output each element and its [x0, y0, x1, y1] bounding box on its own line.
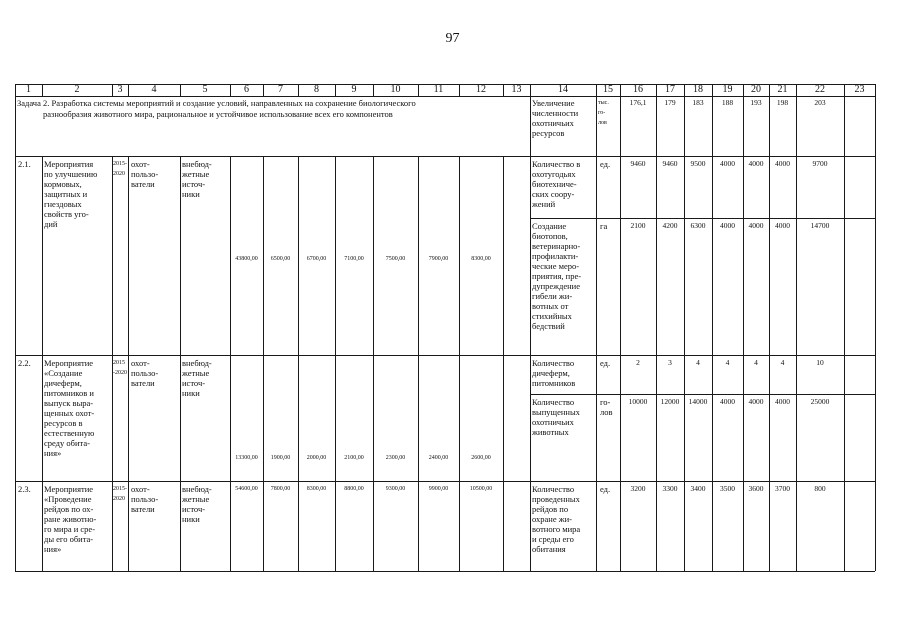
indicator-name: охране жи- [532, 514, 573, 524]
column-line [459, 156, 460, 571]
indicator-value: 3300 [662, 484, 678, 493]
column-header-1: 1 [26, 84, 31, 95]
measure-name: ния» [44, 544, 62, 554]
column-header-2: 2 [74, 84, 80, 95]
finance-value: 7500,00 [385, 256, 406, 262]
funding-source: жетные [182, 169, 210, 179]
column-line [743, 84, 744, 571]
measure-name: дий [44, 219, 58, 229]
indicator-name: охотугодьях [532, 169, 576, 179]
funding-source: жетные [182, 368, 210, 378]
finance-value: 2000,00 [306, 455, 327, 461]
finance-value: 2600,00 [471, 455, 491, 461]
column-header-22: 22 [815, 84, 825, 95]
column-line [42, 156, 43, 571]
indicator-value: 10000 [628, 397, 648, 406]
executor: ватели [131, 378, 155, 388]
indicator-name: Количество [532, 397, 575, 407]
indicator-name: питомников [532, 378, 576, 388]
column-line [844, 84, 845, 571]
column-line [596, 84, 597, 571]
column-line [712, 84, 713, 571]
measure-name: естественную [44, 428, 95, 438]
column-line [128, 156, 129, 571]
measure-name: щенных охот- [44, 408, 95, 418]
column-line [656, 84, 657, 571]
executor: пользо- [131, 368, 159, 378]
measure-name: ресурсов в [44, 418, 83, 428]
task-indicator: Увеличение [532, 98, 575, 108]
indicator-unit: ед. [600, 358, 611, 368]
measure-name: Мероприятие [44, 484, 94, 494]
column-header-20: 20 [751, 84, 761, 95]
executor: охот- [131, 484, 150, 494]
table-border-side [15, 84, 16, 571]
column-header-11: 11 [433, 84, 444, 95]
measure-name: свойств уго- [44, 209, 89, 219]
task-indicator: численности [532, 108, 579, 118]
indicator-name: дичеферм, [532, 368, 570, 378]
finance-value: 54600,00 [235, 486, 258, 492]
task-value: 203 [814, 98, 826, 107]
funding-source: источ- [182, 179, 206, 189]
funding-source: ники [182, 189, 200, 199]
column-header-23: 23 [854, 84, 865, 95]
period: 2020 [113, 496, 125, 502]
column-header-4: 4 [151, 84, 157, 95]
column-line [230, 156, 231, 571]
finance-value: 10500,00 [469, 486, 493, 492]
column-header-16: 16 [633, 84, 643, 95]
finance-value: 7900,00 [428, 256, 449, 262]
finance-value: 6700,00 [306, 256, 327, 262]
indicator-value: 12000 [660, 397, 680, 406]
task-title: разнообразия животного мира, рациональное и устойчивое использование всех его компонентов [43, 109, 393, 119]
indicator-unit: ед. [600, 159, 611, 169]
indicator-name: животных [532, 427, 569, 437]
finance-value: 8300,00 [471, 256, 491, 262]
column-header-15: 15 [603, 84, 613, 95]
column-header-5: 5 [202, 84, 208, 95]
funding-source: источ- [182, 378, 206, 388]
finance-value: 13300,00 [235, 455, 258, 461]
executor: охот- [131, 358, 150, 368]
column-header-13: 13 [511, 84, 522, 95]
indicator-value: 3 [668, 358, 672, 367]
measure-name: кормовых, [44, 179, 82, 189]
period: -2020 [113, 370, 127, 376]
indicator-name: ских соору- [532, 189, 575, 199]
indicator-name: обитания [532, 544, 566, 554]
column-header-19: 19 [722, 84, 733, 95]
finance-value: 2300,00 [385, 455, 406, 461]
indicator-name: ческие меро- [532, 261, 580, 271]
program-table [15, 84, 875, 572]
indicator-name: ветеринарно- [532, 241, 581, 251]
column-line [684, 84, 685, 571]
measure-name: го мира и сре- [44, 524, 96, 534]
indicator-value: 9460 [662, 159, 678, 168]
measure-name: ране животно- [44, 514, 97, 524]
finance-value: 9900,00 [428, 486, 449, 492]
column-line [335, 156, 336, 571]
measure-name: Мероприятия [44, 159, 94, 169]
indicator-value: 3700 [775, 484, 790, 493]
column-line [530, 84, 531, 571]
measure-name: «Проведение [44, 494, 92, 504]
finance-value: 1900,00 [270, 455, 291, 461]
row-number: 2.3. [18, 484, 31, 494]
measure-name: ды его обита- [44, 534, 94, 544]
indicator-name: жений [532, 199, 556, 209]
task-value: 179 [664, 98, 676, 107]
indicator-value: 4000 [775, 397, 790, 406]
indicator-name: биотехниче- [532, 179, 577, 189]
task-row-line [15, 156, 875, 157]
indicator-value: 4000 [748, 397, 764, 406]
row-number: 2.1. [18, 159, 31, 169]
finance-value: 7100,00 [344, 256, 364, 262]
column-header-3: 3 [117, 84, 123, 95]
measure-name: рейдов по ох- [44, 504, 94, 514]
funding-source: внебюд- [182, 159, 212, 169]
task-unit: го- [598, 110, 606, 116]
indicator-name: Количество в [532, 159, 581, 169]
finance-value: 2100,00 [344, 455, 364, 461]
indicator-value: 14000 [688, 397, 708, 406]
indicator-value: 25000 [810, 397, 830, 406]
indicator-split-line [530, 394, 875, 395]
task-value: 198 [776, 98, 789, 107]
indicator-name: Количество [532, 484, 575, 494]
finance-value: 8300,00 [306, 486, 327, 492]
column-line [796, 84, 797, 571]
indicator-value: 2 [636, 358, 640, 367]
column-line [418, 156, 419, 571]
finance-value: 8800,00 [344, 486, 364, 492]
executor: пользо- [131, 494, 159, 504]
finance-value: 9300,00 [385, 486, 406, 492]
indicator-name: вотных от [532, 301, 569, 311]
column-line [298, 156, 299, 571]
indicator-value: 3600 [748, 484, 764, 493]
task-title: Задача 2. Разработка системы мероприятий и создание условий, направленных на сохранение биологического [17, 98, 416, 108]
indicator-unit: го- [600, 397, 611, 407]
indicator-name: дупреждение [532, 281, 580, 291]
measure-name: по улучшению [44, 169, 98, 179]
funding-source: ники [182, 388, 200, 398]
funding-source: внебюд- [182, 484, 212, 494]
indicator-value: 2100 [630, 221, 646, 230]
row-number: 2.2. [18, 358, 31, 368]
task-value: 183 [692, 98, 704, 107]
task-value: 188 [721, 98, 734, 107]
column-header-21: 21 [777, 84, 788, 95]
task-value: 176,1 [629, 98, 647, 107]
funding-source: источ- [182, 504, 206, 514]
indicator-name: бедствий [532, 321, 565, 331]
indicator-value: 4000 [720, 159, 735, 168]
row-line [15, 481, 875, 482]
funding-source: внебюд- [182, 358, 212, 368]
funding-source: ники [182, 514, 200, 524]
indicator-name: выпущенных [532, 407, 580, 417]
column-header-8: 8 [314, 84, 319, 95]
indicator-split-line [530, 218, 875, 219]
measure-name: гнездовых [44, 199, 82, 209]
executor: ватели [131, 179, 155, 189]
indicator-name: профилакти- [532, 251, 579, 261]
indicator-value: 4000 [775, 221, 790, 230]
indicator-value: 800 [814, 484, 826, 493]
column-line [180, 156, 181, 571]
executor: пользо- [131, 169, 159, 179]
indicator-value: 3400 [690, 484, 706, 493]
indicator-value: 14700 [810, 221, 830, 230]
measure-name: Мероприятие [44, 358, 94, 368]
indicator-value: 4000 [720, 221, 735, 230]
column-line [373, 156, 374, 571]
executor: охот- [131, 159, 150, 169]
column-line [263, 156, 264, 571]
page-number: 97 [445, 31, 460, 46]
table-border-bottom [15, 571, 875, 572]
task-indicator: охотничьих [532, 118, 574, 128]
column-header-7: 7 [278, 84, 283, 95]
indicator-unit: га [600, 221, 608, 231]
task-unit: лов [598, 120, 607, 126]
period: 2015- [113, 161, 127, 167]
indicator-value: 4000 [748, 159, 764, 168]
table-border-side [875, 84, 876, 571]
indicator-value: 4000 [775, 159, 790, 168]
task-unit: тыс. [598, 100, 609, 106]
finance-value: 43800,00 [235, 256, 258, 262]
indicator-value: 9700 [812, 159, 828, 168]
column-header-10: 10 [390, 84, 401, 95]
measure-name: ния» [44, 448, 62, 458]
measure-name: «Создание [44, 368, 83, 378]
indicator-name: вотного мира [532, 524, 581, 534]
indicator-value: 4000 [748, 221, 764, 230]
period: 2020 [113, 171, 125, 177]
header-row-line [15, 96, 875, 97]
indicator-value: 4 [780, 358, 785, 367]
indicator-unit: ед. [600, 484, 611, 494]
finance-value: 2400,00 [428, 455, 449, 461]
column-header-14: 14 [558, 84, 568, 95]
period: 2015- [113, 486, 127, 492]
measure-name: питомников и [44, 388, 94, 398]
indicator-value: 9460 [630, 159, 646, 168]
column-header-18: 18 [693, 84, 703, 95]
indicator-value: 4200 [662, 221, 678, 230]
column-line [620, 84, 621, 571]
indicator-name: Количество [532, 358, 575, 368]
measure-name: выпуск выра- [44, 398, 94, 408]
indicator-value: 4 [754, 358, 758, 367]
column-header-12: 12 [476, 84, 486, 95]
column-header-6: 6 [244, 84, 249, 95]
column-line [503, 156, 504, 571]
indicator-name: и среды его [532, 534, 574, 544]
indicator-value: 4000 [720, 397, 735, 406]
measure-name: среду обита- [44, 438, 90, 448]
task-value: 193 [750, 98, 762, 107]
indicator-value: 9500 [690, 159, 706, 168]
indicator-value: 6300 [690, 221, 706, 230]
indicator-name: приятия, пре- [532, 271, 582, 281]
indicator-name: Создание [532, 221, 567, 231]
indicator-name: охотничьих [532, 417, 574, 427]
indicator-name: биотопов, [532, 231, 568, 241]
indicator-value: 4 [696, 358, 700, 367]
finance-value: 7800,00 [270, 486, 291, 492]
indicator-name: проведенных [532, 494, 580, 504]
column-header-17: 17 [665, 84, 675, 95]
indicator-name: стихийных [532, 311, 572, 321]
period: 2015 [113, 360, 125, 366]
indicator-value: 3500 [720, 484, 735, 493]
row-line [15, 355, 875, 356]
indicator-value: 3200 [630, 484, 646, 493]
executor: ватели [131, 504, 155, 514]
indicator-name: рейдов по [532, 504, 569, 514]
column-header-9: 9 [351, 84, 357, 95]
column-line [769, 84, 770, 571]
indicator-name: гибели жи- [532, 291, 573, 301]
task-indicator: ресурсов [532, 128, 565, 138]
indicator-value: 4 [725, 358, 730, 367]
indicator-unit: лов [600, 407, 613, 417]
finance-value: 6500,00 [270, 256, 291, 262]
funding-source: жетные [182, 494, 210, 504]
measure-name: защитных и [44, 189, 88, 199]
indicator-value: 10 [816, 358, 824, 367]
measure-name: дичеферм, [44, 378, 82, 388]
